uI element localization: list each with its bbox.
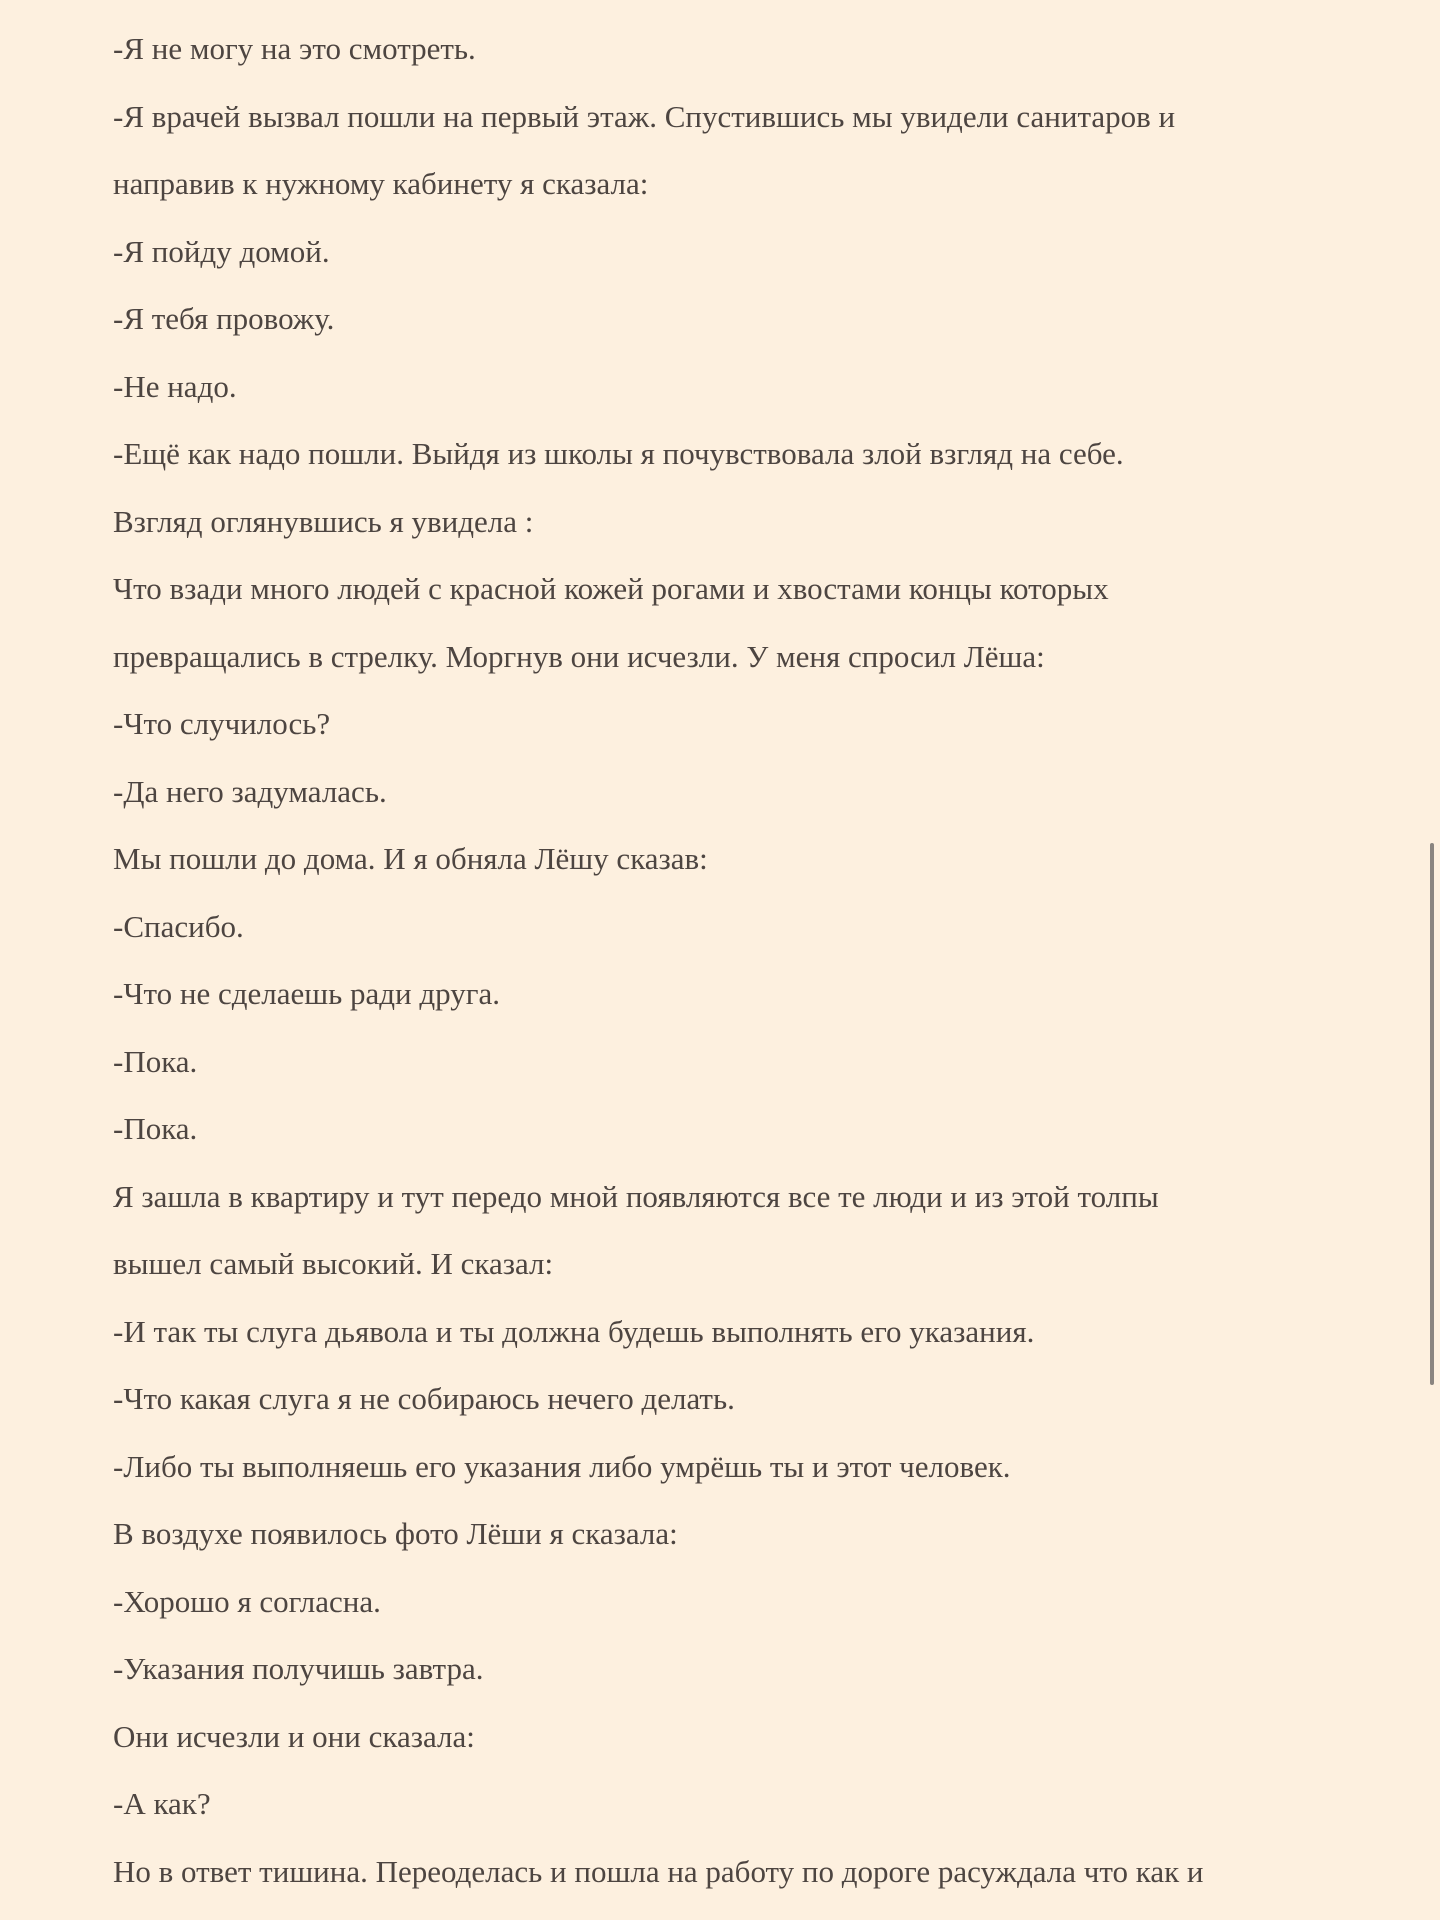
- text-line: Мы пошли до дома. И я обняла Лёшу сказав:: [113, 841, 708, 876]
- text-line: Они исчезли и они сказала:: [113, 1718, 475, 1754]
- text-line: -Что не сделаешь ради друга.: [113, 976, 500, 1011]
- vertical-scrollbar[interactable]: [1430, 843, 1434, 1385]
- text-line: -А как?: [113, 1786, 211, 1821]
- text-line: -Указания получишь завтра.: [113, 1651, 484, 1686]
- text-line: -Я тебя провожу.: [113, 301, 335, 336]
- text-line: -Что случилось?: [113, 706, 331, 741]
- text-line: превращались в стрелку. Моргнув они исчезли. У меня спросил Лёша:: [113, 638, 1045, 674]
- text-line: -Да него задумалась.: [113, 773, 387, 809]
- text-line: -Я пойду домой.: [113, 233, 330, 269]
- text-line: -Что какая слуга я не собираюсь нечего делать.: [113, 1381, 735, 1416]
- text-line: -Пока.: [113, 1043, 198, 1079]
- text-line: -Не надо.: [113, 368, 237, 404]
- text-line: вышел самый высокий. И сказал:: [113, 1246, 554, 1281]
- text-line: направив к нужному кабинету я сказала:: [113, 166, 649, 201]
- text-line: -Ещё как надо пошли. Выйдя из школы я почувствовала злой взгляд на себе.: [113, 436, 1124, 471]
- text-line: В воздухе появилось фото Лёши я сказала:: [113, 1516, 678, 1551]
- text-line: Что взади много людей с красной кожей рогами и хвостами концы которых: [113, 571, 1109, 606]
- text-line: -И так ты слуга дьявола и ты должна будешь выполнять его указания.: [113, 1313, 1035, 1349]
- text-line: Но в ответ тишина. Переоделась и пошла на работу по дороге расуждала что как и: [113, 1853, 1204, 1889]
- text-line: Я зашла в квартиру и тут передо мной появляются все те люди и из этой толпы: [113, 1178, 1159, 1214]
- text-line: -Спасибо.: [113, 908, 244, 944]
- text-line: -Либо ты выполняешь его указания либо умрёшь ты и этот человек.: [113, 1448, 1011, 1484]
- text-line: -Хорошо я согласна.: [113, 1583, 381, 1619]
- text-line: Взгляд оглянувшись я увидела :: [113, 503, 534, 539]
- reader-content: [113, 15, 1343, 1905]
- text-line: -Я врачей вызвал пошли на первый этаж. Спустившись мы увидели санитаров и: [113, 98, 1176, 134]
- text-line: -Я не могу на это смотреть.: [113, 31, 476, 66]
- text-line: -Пока.: [113, 1111, 198, 1146]
